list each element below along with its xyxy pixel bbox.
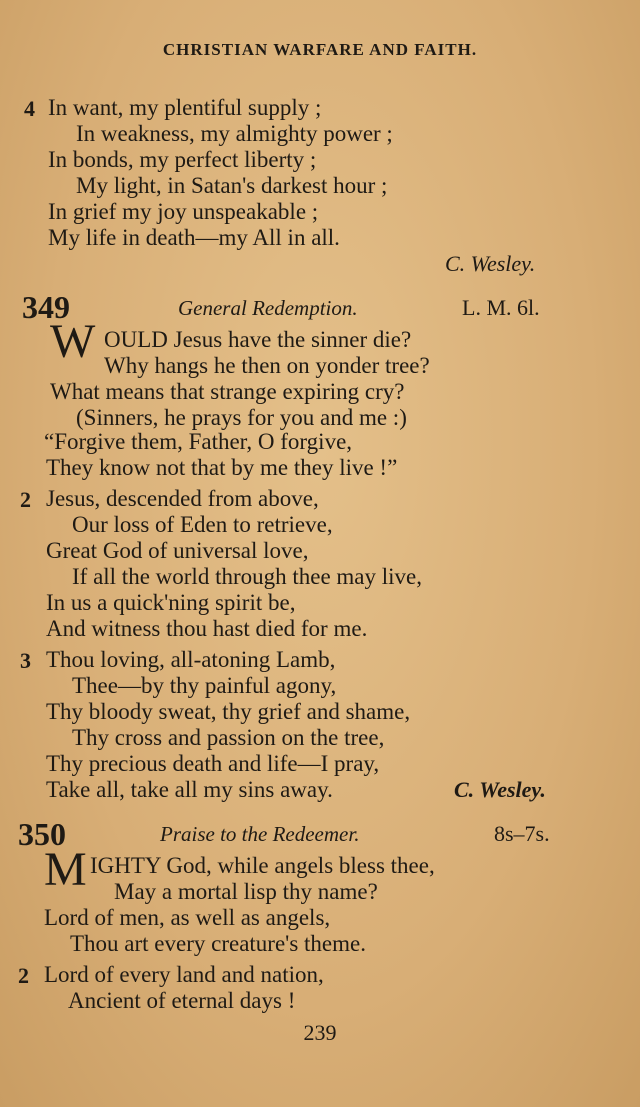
verse-number: 4 xyxy=(24,96,35,121)
verse-line: In want, my plentiful supply ; xyxy=(48,95,322,120)
verse-line: In us a quick'ning spirit be, xyxy=(46,590,296,615)
hymn-title: Praise to the Redeemer. xyxy=(160,822,360,846)
verse-line: They know not that by me they live !” xyxy=(46,455,398,480)
page-number: 239 xyxy=(303,1020,337,1045)
verse-line: Take all, take all my sins away. xyxy=(46,777,333,802)
verse-line: IGHTY God, while angels bless thee, xyxy=(90,853,435,878)
hymn-meter: L. M. 6l. xyxy=(462,295,540,320)
verse-line: Thou loving, all-atoning Lamb, xyxy=(46,647,336,672)
verse-line: My life in death—my All in all. xyxy=(48,225,340,250)
verse-number: 2 xyxy=(20,487,31,512)
verse-line: In weakness, my almighty power ; xyxy=(76,121,393,146)
author-attribution: C. Wesley. xyxy=(454,777,546,802)
verse-line: Thy precious death and life—I pray, xyxy=(46,751,380,776)
drop-cap: M xyxy=(44,843,87,896)
verse-number: 3 xyxy=(20,648,31,673)
hymn-number: 350 xyxy=(18,816,66,852)
verse-line: Jesus, descended from above, xyxy=(46,486,319,511)
verse-line: Ancient of eternal days ! xyxy=(68,988,296,1013)
verse-line: Our loss of Eden to retrieve, xyxy=(72,512,333,537)
verse-line: Great God of universal love, xyxy=(46,538,309,563)
hymn-number: 349 xyxy=(22,289,70,325)
verse-line: “Forgive them, Father, O forgive, xyxy=(44,429,353,454)
verse-line: (Sinners, he prays for you and me :) xyxy=(76,405,407,430)
verse-line: Lord of men, as well as angels, xyxy=(44,905,331,930)
verse-line: Why hangs he then on yonder tree? xyxy=(104,353,430,378)
verse-line: Thee—by thy painful agony, xyxy=(72,673,337,698)
verse-line: If all the world through thee may live, xyxy=(72,564,423,589)
verse-line: And witness thou hast died for me. xyxy=(46,616,368,641)
verse-line: Thou art every creature's theme. xyxy=(70,931,366,956)
verse-line: May a mortal lisp thy name? xyxy=(114,879,378,904)
verse-line: What means that strange expiring cry? xyxy=(50,379,405,404)
author-attribution: C. Wesley. xyxy=(445,251,536,276)
hymn-meter: 8s–7s. xyxy=(494,821,550,846)
verse-line: My light, in Satan's darkest hour ; xyxy=(76,173,388,198)
running-header: CHRISTIAN WARFARE AND FAITH. xyxy=(162,40,478,59)
verse-line: Thy bloody sweat, thy grief and shame, xyxy=(46,699,411,724)
hymn-title: General Redemption. xyxy=(178,296,358,320)
drop-cap: W xyxy=(50,315,96,368)
verse-line: Lord of every land and nation, xyxy=(44,962,324,987)
verse-line: In bonds, my perfect liberty ; xyxy=(48,147,317,172)
verse-line: In grief my joy unspeakable ; xyxy=(48,199,319,224)
verse-line: OULD Jesus have the sinner die? xyxy=(104,327,412,352)
verse-line: Thy cross and passion on the tree, xyxy=(72,725,385,750)
verse-number: 2 xyxy=(18,963,29,988)
